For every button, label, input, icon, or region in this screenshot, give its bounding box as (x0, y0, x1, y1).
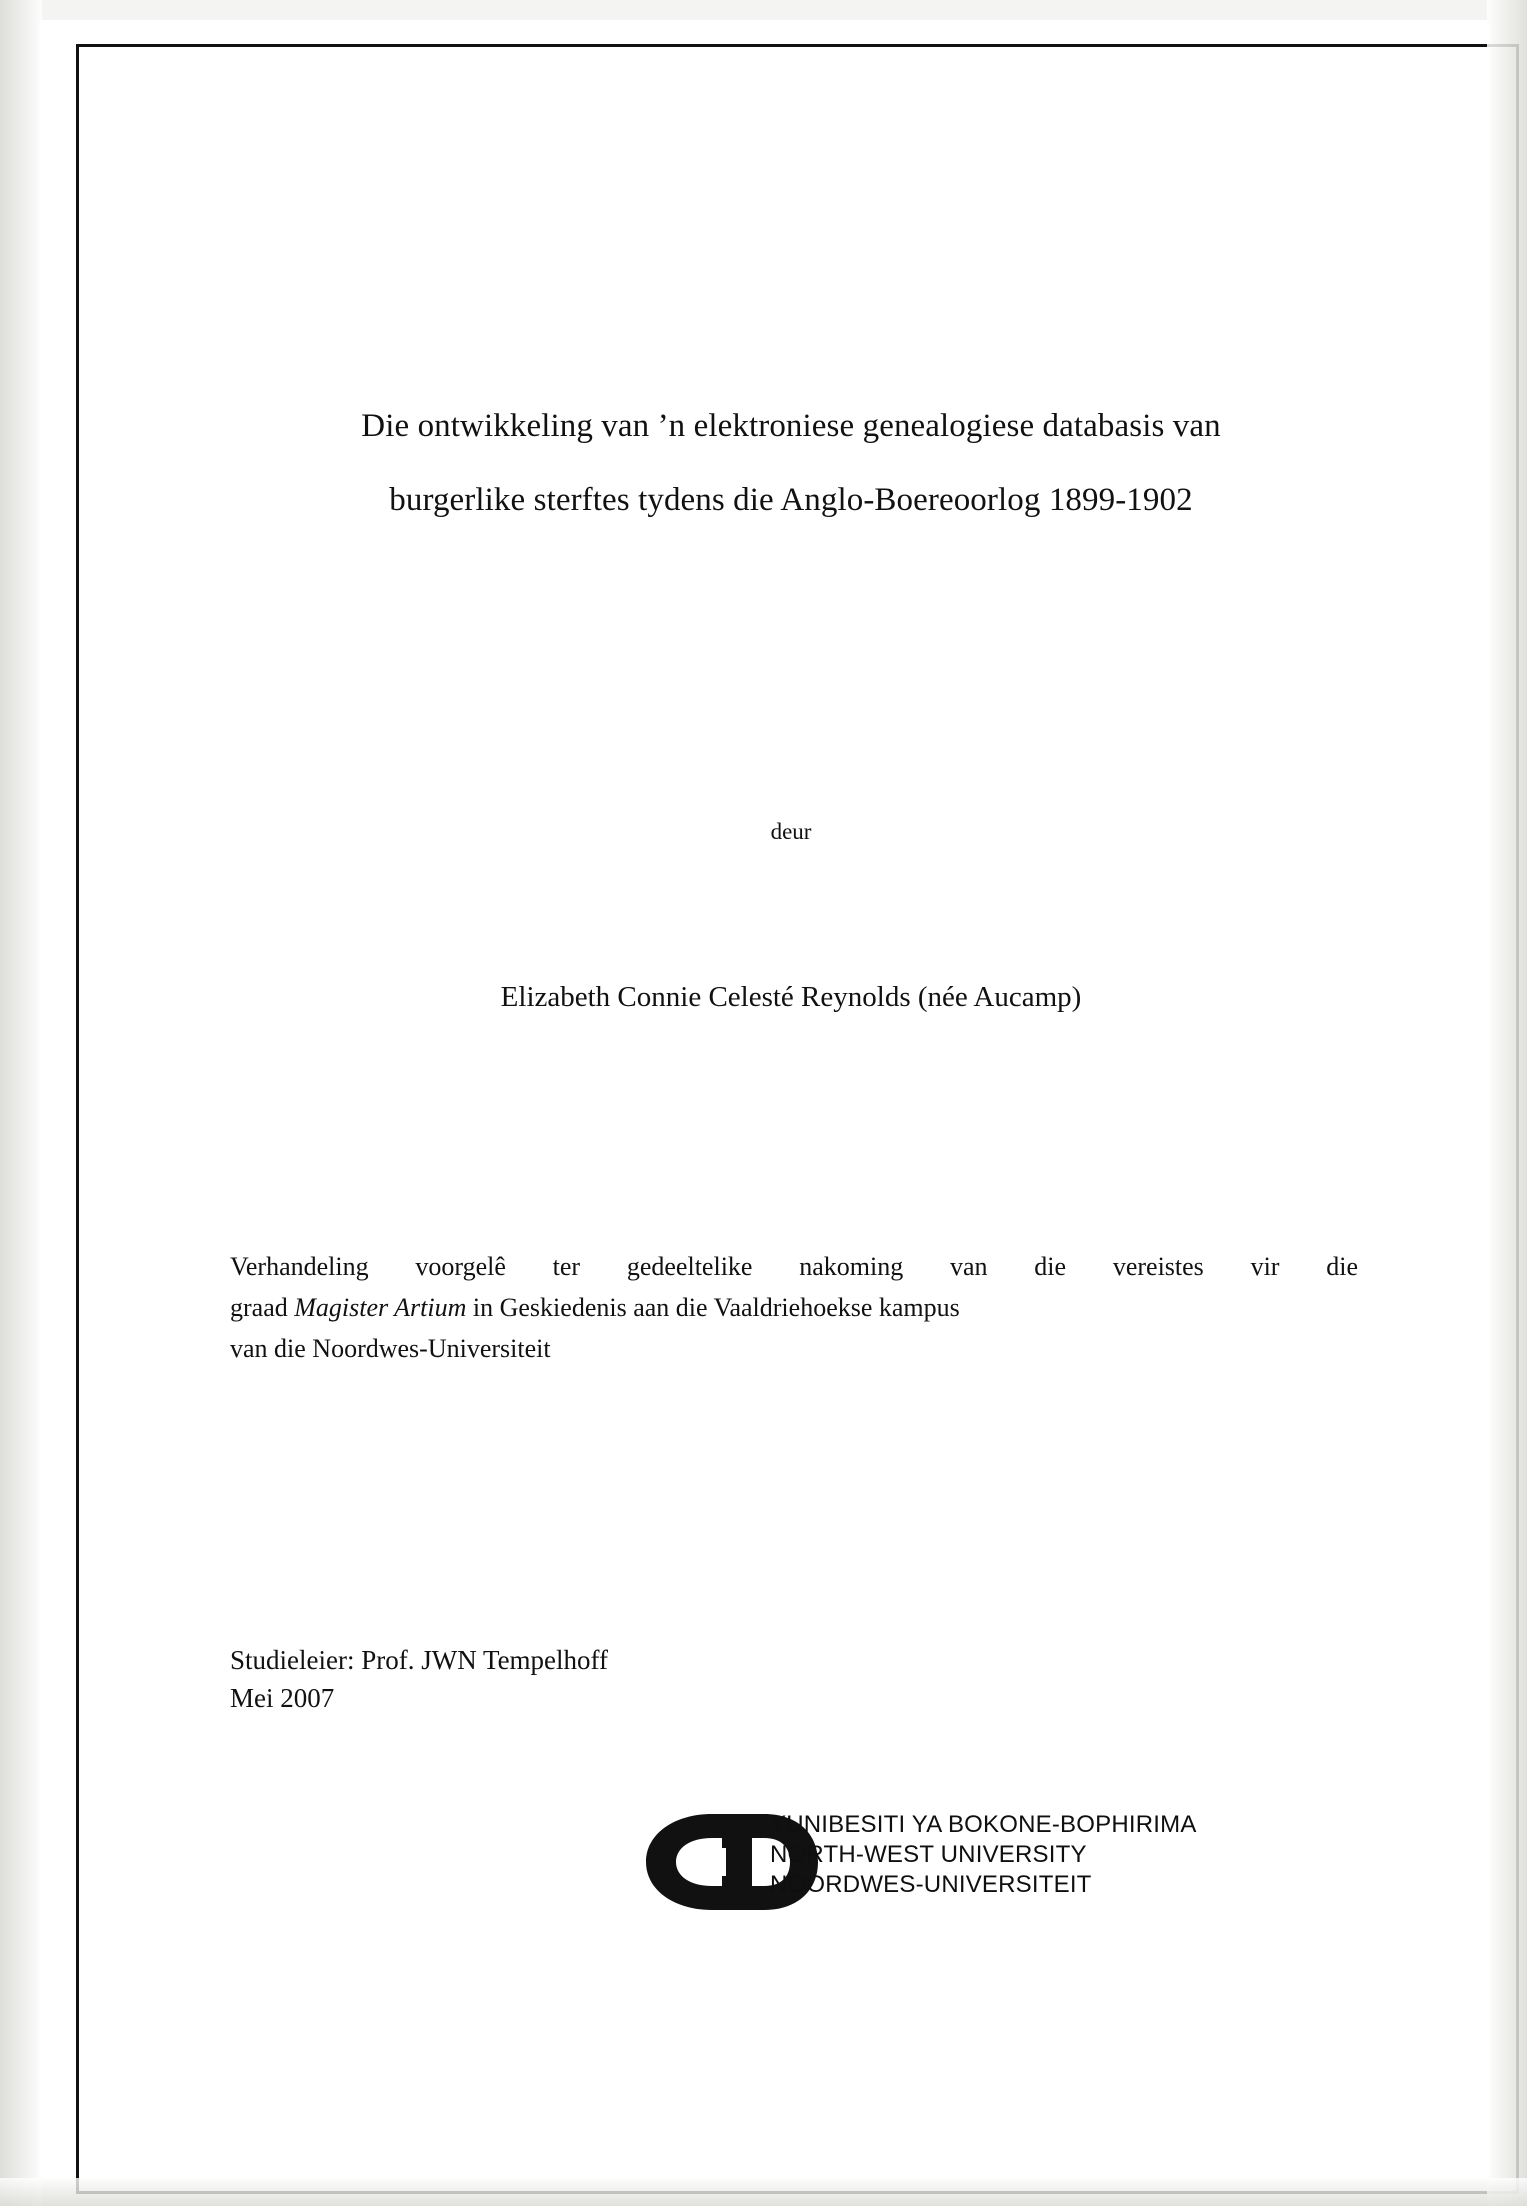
document-paper (38, 20, 1491, 2180)
supervisor-line: Studieleier: Prof. JWN Tempelhoff (230, 1645, 609, 1675)
logo-text-line-3: NOORDWES-UNIVERSITEIT (770, 1871, 1092, 1898)
university-logo-text (770, 1810, 1197, 1900)
by-label: deur (770, 819, 812, 844)
title-line-2: burgerlike sterftes tydens die Anglo-Boereoorlog 1899-1902 (389, 482, 1193, 518)
scan-edge-left (0, 0, 42, 2206)
logo-text-line-1: YUNIBESITI YA BOKONE-BOPHIRIMA (770, 1811, 1197, 1838)
degree-statement (230, 1246, 1358, 1369)
degree-statement-line-2 (230, 1287, 1358, 1328)
university-logo-block (618, 1804, 1258, 1924)
author-name: Elizabeth Connie Celesté Reynolds (née Aucamp) (500, 981, 1082, 1013)
degree-statement-line-2-prefix: graad (230, 1293, 295, 1322)
title-line-1: Die ontwikkeling van ’n elektroniese genealogiese databasis van (361, 408, 1221, 444)
document-title (226, 389, 1356, 537)
degree-statement-line-2-suffix: in Geskiedenis aan die Vaaldriehoekse kampus (466, 1293, 960, 1322)
title-page-content (188, 44, 1398, 2194)
date-line: Mei 2007 (230, 1683, 335, 1713)
logo-text-line-2: NORTH-WEST UNIVERSITY (770, 1841, 1087, 1868)
scan-edge-bottom (0, 2178, 1527, 2206)
degree-name-italic: Magister Artium (294, 1293, 467, 1322)
degree-statement-line-1: Verhandeling voorgelê ter gedeeltelike nakoming van die vereistes vir die (230, 1252, 1358, 1281)
degree-statement-line-3: van die Noordwes-Universiteit (230, 1334, 551, 1363)
scan-edge-right (1487, 0, 1527, 2206)
supervisor-and-date (230, 1641, 1130, 1717)
